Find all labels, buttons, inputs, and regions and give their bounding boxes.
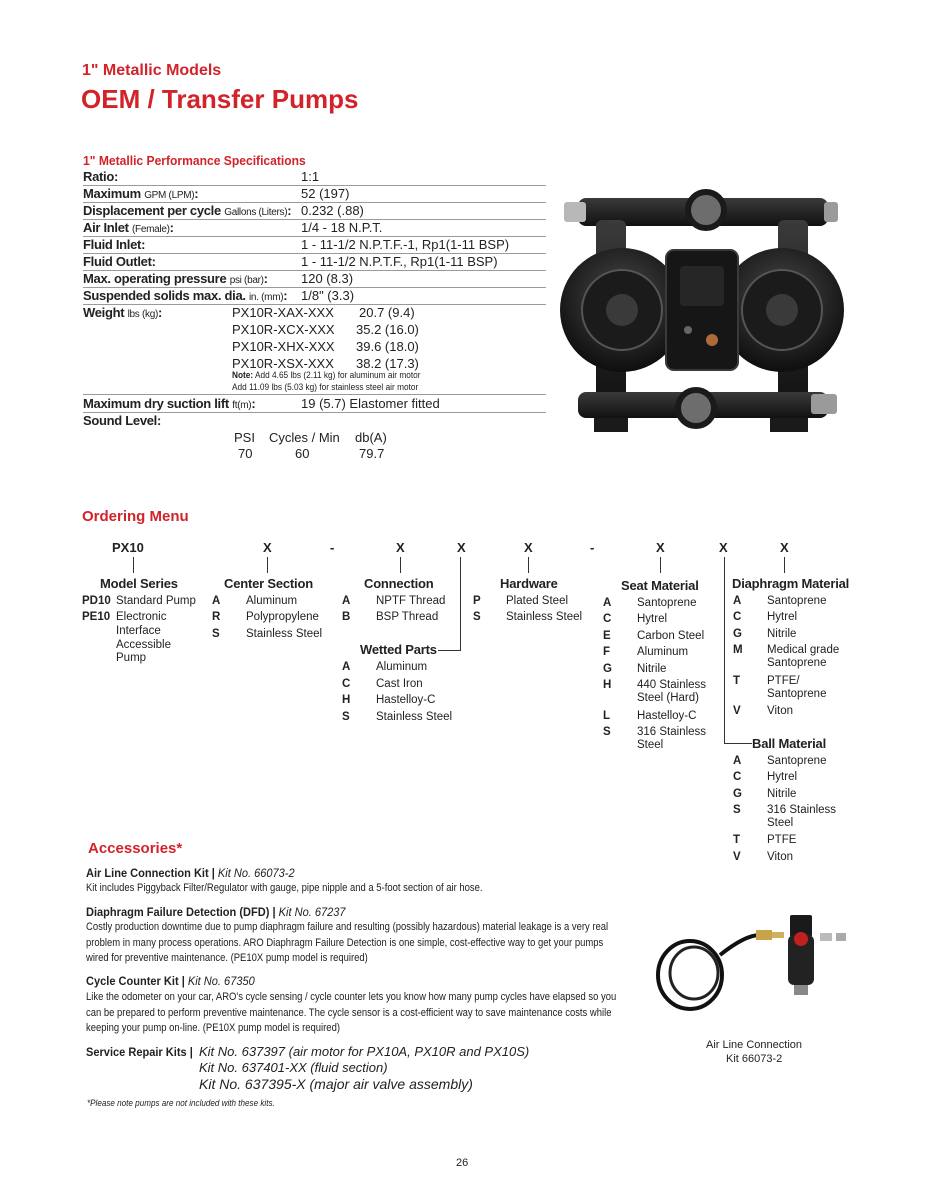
- sound-header-cycles: Cycles / Min: [269, 430, 340, 445]
- spec-label: Maximum GPM (LPM):: [83, 186, 199, 201]
- page-number: 26: [456, 1157, 469, 1169]
- kit-caption-1: Air Line Connection: [706, 1039, 803, 1051]
- weight-divider: [83, 394, 546, 395]
- code-position: X: [656, 540, 665, 555]
- kit-caption-2: Kit 66073-2: [726, 1053, 783, 1065]
- weight-model: PX10R-XHX-XXX: [232, 339, 335, 354]
- sound-row: [83, 413, 546, 430]
- dfd-heading: Diaphragm Failure Detection (DFD) | Kit No. 67237: [86, 905, 346, 919]
- model-series-option-detail: Interface: [116, 625, 161, 637]
- code-position: X: [524, 540, 533, 555]
- repair-kit-3: Kit No. 637395-X (major air valve assembly): [199, 1076, 473, 1092]
- spec-label: Fluid Inlet:: [83, 237, 146, 252]
- sound-label: Sound Level:: [83, 413, 162, 428]
- code-position: X: [780, 540, 789, 555]
- sound-header-db: db(A): [355, 430, 387, 445]
- weight-value: 35.2 (16.0): [356, 322, 419, 337]
- model-series-option-detail: Pump: [116, 652, 147, 664]
- weight-model: PX10R-XAX-XXX: [232, 305, 334, 320]
- spec-row: [83, 203, 546, 220]
- spec-value: 1/8" (3.3): [301, 288, 355, 303]
- code-tick: [400, 557, 401, 573]
- hardware-title: Hardware: [500, 576, 558, 591]
- page-subtitle: 1" Metallic Models: [82, 62, 222, 79]
- weight-note-1: Note: Add 4.65 lbs (2.11 kg) for aluminum air motor: [232, 370, 421, 380]
- code-separator: -: [590, 540, 595, 555]
- spec-row: [83, 288, 546, 305]
- repair-kits-heading: Service Repair Kits |: [86, 1045, 193, 1059]
- code-position: X: [396, 540, 405, 555]
- sound-header-psi: PSI: [234, 430, 255, 445]
- sound-value-db: 79.7: [359, 446, 385, 461]
- spec-row: [83, 254, 546, 271]
- code-tick: [784, 557, 785, 573]
- spec-row: [83, 186, 546, 203]
- spec-value: 1 - 11-1/2 N.P.T.F.-1, Rp1(1-11 BSP): [301, 237, 510, 252]
- diaphragm-material-title: Diaphragm Material: [732, 576, 850, 591]
- spec-row: [83, 271, 546, 288]
- seat-material-title: Seat Material: [621, 578, 699, 593]
- connection-title: Connection: [364, 576, 434, 591]
- code-position: PX10: [112, 540, 144, 555]
- model-series-title: Model Series: [100, 576, 178, 591]
- air-line-heading: Air Line Connection Kit | Kit No. 66073-2: [86, 866, 295, 880]
- spec-value: 0.232 (.88): [301, 203, 364, 218]
- ball-connector-v: [724, 557, 725, 744]
- weight-value: 38.2 (17.3): [356, 356, 419, 371]
- dry-suction-label: Maximum dry suction lift ft(m):: [83, 396, 256, 411]
- accessories-title: Accessories*: [88, 840, 183, 857]
- spec-label: Max. operating pressure psi (bar):: [83, 271, 268, 286]
- spec-label: Suspended solids max. dia. in. (mm):: [83, 288, 288, 303]
- center-section-title: Center Section: [224, 576, 313, 591]
- model-series-option-detail: Accessible: [116, 638, 171, 651]
- accessories-footnote: *Please note pumps are not included with these kits.: [87, 1098, 275, 1108]
- air-line-kit-image: [650, 905, 862, 1033]
- code-position: X: [263, 540, 272, 555]
- spec-value: 1:1: [301, 169, 320, 184]
- air-line-body: Kit includes Piggyback Filter/Regulator with gauge, pipe nipple and a 5-foot section of air hose.: [86, 882, 483, 894]
- weight-label: Weight lbs (kg):: [83, 305, 163, 320]
- sound-value-psi: 70: [238, 446, 253, 461]
- dry-suction-value: 19 (5.7) Elastomer fitted: [301, 396, 440, 411]
- spec-row: [83, 237, 546, 254]
- wetted-connector-h: [438, 650, 461, 651]
- ball-material-title: Ball Material: [752, 736, 826, 751]
- dfd-body: Costly production downtime due to pump diaphragm failure and resulting (possibly hazardous) material leakage is a very real problem in many process operations. ARO Diaphragm Failure Detection is one simple, cost-effective way to get your pumps wired for preventive maintenance. (PE10X pump model is required): [86, 921, 609, 964]
- spec-value: 52 (197): [301, 186, 350, 201]
- spec-label: Ratio:: [83, 169, 119, 184]
- spec-value: 1 - 11-1/2 N.P.T.F., Rp1(1-11 BSP): [301, 254, 498, 269]
- spec-label: Air Inlet (Female):: [83, 220, 174, 235]
- repair-kit-1: Kit No. 637397 (air motor for PX10A, PX10R and PX10S): [199, 1044, 530, 1059]
- ball-connector-h: [724, 743, 752, 744]
- code-position: X: [457, 540, 466, 555]
- code-separator: -: [330, 540, 335, 555]
- spec-row: [83, 169, 546, 186]
- code-tick: [660, 557, 661, 573]
- wetted-parts-title: Wetted Parts: [360, 642, 437, 657]
- wetted-connector-v: [460, 557, 461, 651]
- code-position: X: [719, 540, 728, 555]
- weight-model: PX10R-XCX-XXX: [232, 322, 335, 337]
- spec-row: [83, 220, 546, 237]
- code-tick: [133, 557, 134, 573]
- page-title: OEM / Transfer Pumps: [81, 84, 359, 114]
- repair-kit-2: Kit No. 637401-XX (fluid section): [199, 1060, 388, 1075]
- code-tick: [267, 557, 268, 573]
- sound-value-cycles: 60: [295, 446, 310, 461]
- spec-value: 120 (8.3): [301, 271, 354, 286]
- pump-image: [556, 180, 848, 452]
- weight-value: 39.6 (18.0): [356, 339, 419, 354]
- spec-label: Fluid Outlet:: [83, 254, 156, 269]
- cycle-counter-body: Like the odometer on your car, ARO's cycle sensing / cycle counter lets you know how many pump cycles have elapsed so you can be prepared to perform preventive maintenance. The cycle sensor is a cost-efficient way to save maintenance costs while keeping your pump on-line. (PE10X pump model is required): [86, 991, 617, 1034]
- cycle-counter-heading: Cycle Counter Kit | Kit No. 67350: [86, 974, 255, 988]
- weight-note-2: Add 11.09 lbs (5.03 kg) for stainless steel air motor: [232, 382, 419, 392]
- code-tick: [528, 557, 529, 573]
- ordering-title: Ordering Menu: [82, 508, 189, 525]
- weight-model: PX10R-XSX-XXX: [232, 356, 334, 371]
- dry-suction-row: [83, 396, 546, 413]
- specs-title: 1" Metallic Performance Specifications: [83, 153, 306, 168]
- weight-value: 20.7 (9.4): [359, 305, 415, 320]
- spec-value: 1/4 - 18 N.P.T.: [301, 220, 383, 235]
- spec-label: Displacement per cycle Gallons (Liters):: [83, 203, 292, 218]
